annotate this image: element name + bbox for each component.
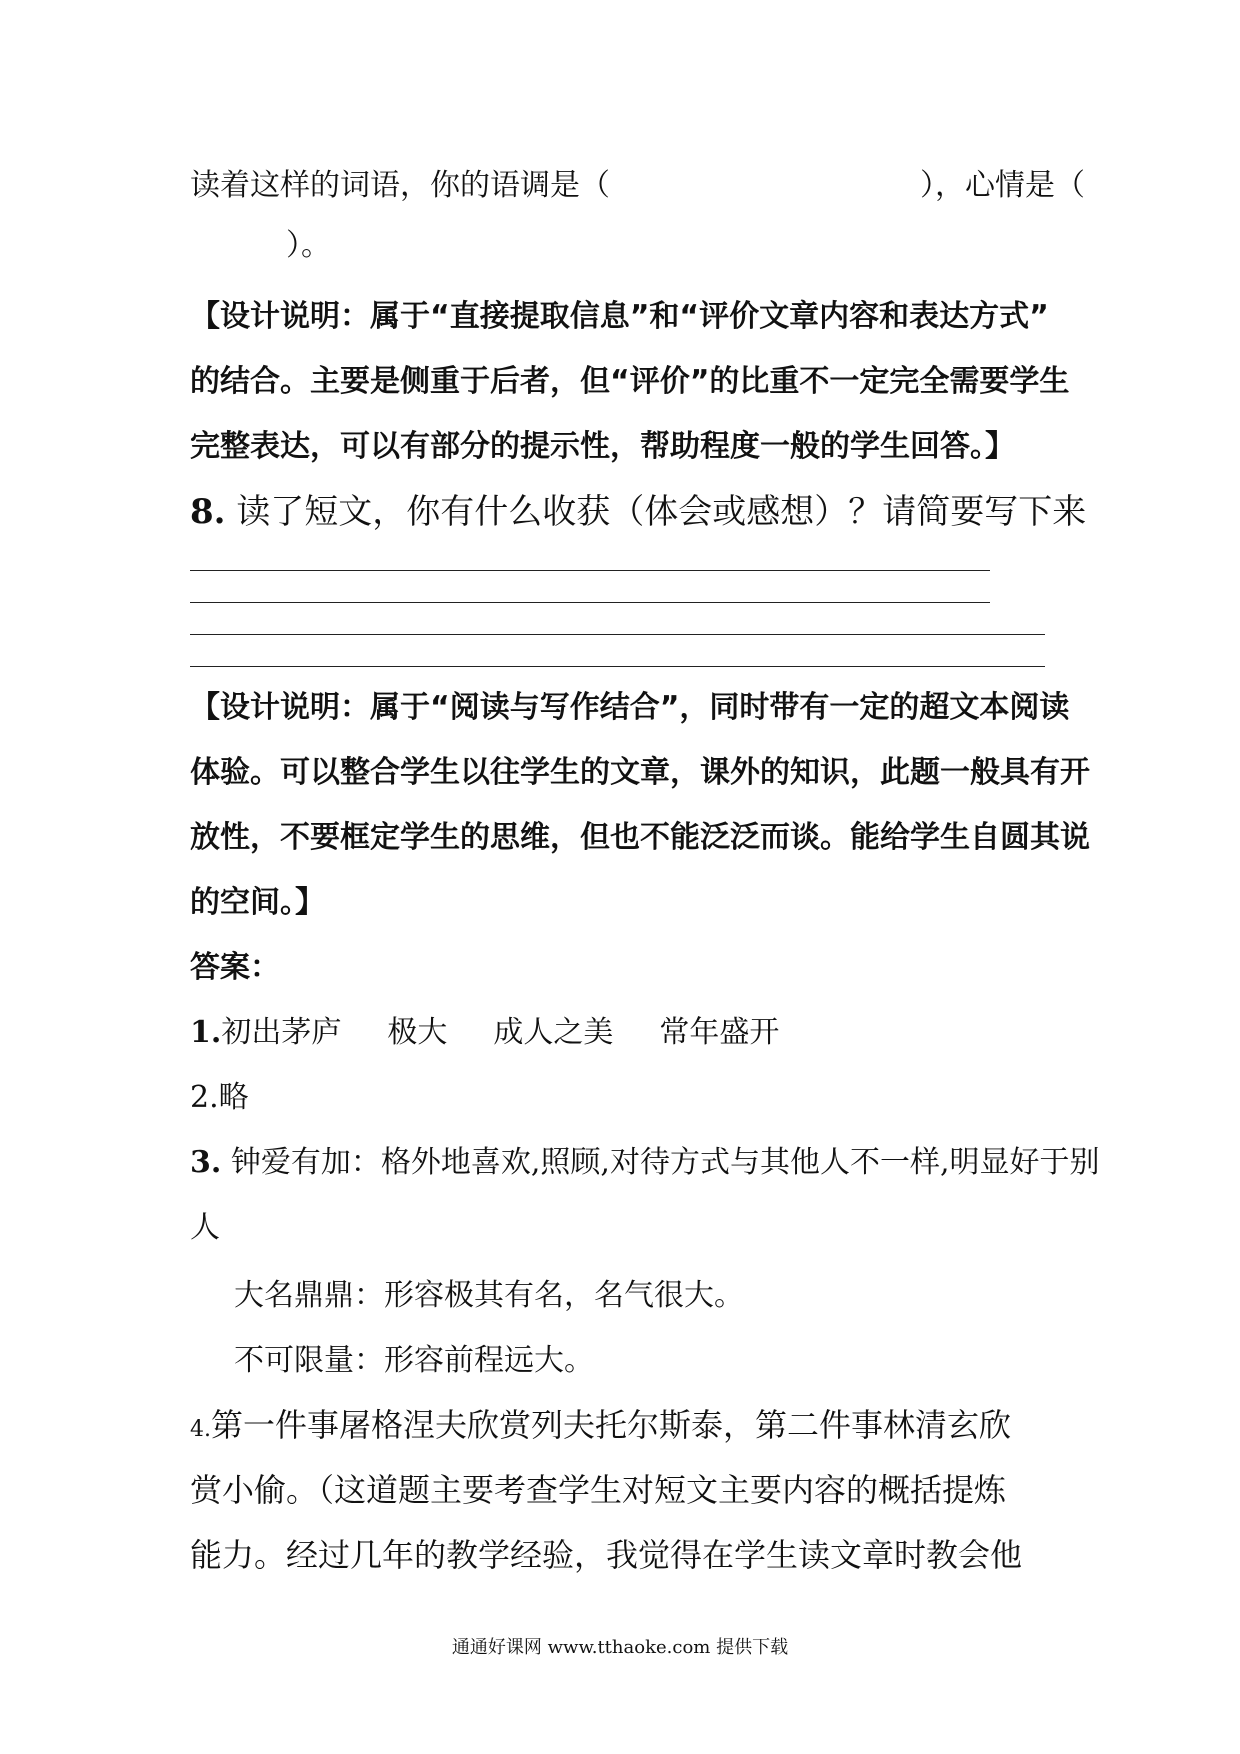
answer-4-line-2: 赏小偷。（这道题主要考查学生对短文主要内容的概括提炼 bbox=[190, 1471, 1007, 1509]
answer-3-sub-2: 不可限量：形容前程远大。 bbox=[234, 1343, 594, 1378]
q8-text: 读了短文，你有什么收获（体会或感想）？请简要写下来 bbox=[236, 492, 1087, 532]
answer-4-line-1 bbox=[190, 1405, 1011, 1450]
note2-line-2: 体验。可以整合学生以往学生的文章，课外的知识，此题一般具有开 bbox=[190, 755, 1090, 790]
q8-number: 8. bbox=[190, 492, 226, 532]
answer-4-text: 第一件事屠格涅夫欣赏列夫托尔斯泰，第二件事林清玄欣 bbox=[211, 1406, 1012, 1444]
answer-4-line-3: 能力。经过几年的教学经验，我觉得在学生读文章时教会他 bbox=[190, 1536, 1023, 1574]
answer-1-item: 常年盛开 bbox=[659, 1015, 780, 1050]
q7-text-b: ），心情是（ bbox=[920, 168, 1085, 203]
answer-line-4 bbox=[190, 666, 1045, 667]
answers-heading: 答案： bbox=[190, 950, 280, 985]
page-footer: 通通好课网 www.tthaoke.com 提供下载 bbox=[451, 1637, 789, 1658]
answer-3-line-1 bbox=[190, 1143, 1099, 1183]
q8-line bbox=[190, 492, 1086, 532]
q7-line-2: ）。 bbox=[286, 228, 331, 263]
answer-1-item: 极大 bbox=[387, 1015, 448, 1050]
note2-line-4: 的空间。】 bbox=[190, 885, 325, 920]
answer-line-1 bbox=[190, 570, 990, 571]
answer-2: 2.略 bbox=[190, 1080, 249, 1115]
note2-line-1: 【设计说明：属于“阅读与写作结合”，同时带有一定的超文本阅读 bbox=[190, 690, 1070, 725]
answer-3-number: 3. bbox=[190, 1145, 222, 1180]
answer-3-line-2: 人 bbox=[190, 1210, 220, 1245]
note1-line-3: 完整表达，可以有部分的提示性，帮助程度一般的学生回答。】 bbox=[190, 429, 1015, 464]
q7-text-a: 读着这样的词语，你的语调是（ bbox=[190, 168, 610, 203]
answer-4-number: 4. bbox=[190, 1417, 211, 1442]
note1-line-2: 的结合。主要是侧重于后者，但“评价”的比重不一定完全需要学生 bbox=[190, 364, 1070, 399]
answer-1-item: 初出茅庐 bbox=[221, 1015, 342, 1050]
q7-line-1 bbox=[190, 166, 1085, 206]
answer-line-2 bbox=[190, 602, 990, 603]
note1-line-1: 【设计说明：属于“直接提取信息”和“评价文章内容和表达方式” bbox=[190, 299, 1049, 334]
answer-3-text: 钟爱有加：格外地喜欢,照顾,对待方式与其他人不一样,明显好于别 bbox=[230, 1145, 1100, 1180]
answer-1-number: 1. bbox=[190, 1015, 222, 1050]
answer-1-item: 成人之美 bbox=[493, 1015, 614, 1050]
note2-line-3: 放性，不要框定学生的思维，但也不能泛泛而谈。能给学生自圆其说 bbox=[190, 820, 1090, 855]
answer-1 bbox=[190, 1013, 779, 1053]
answer-3-sub-1: 大名鼎鼎：形容极其有名，名气很大。 bbox=[234, 1278, 744, 1313]
answer-line-3 bbox=[190, 634, 1045, 635]
